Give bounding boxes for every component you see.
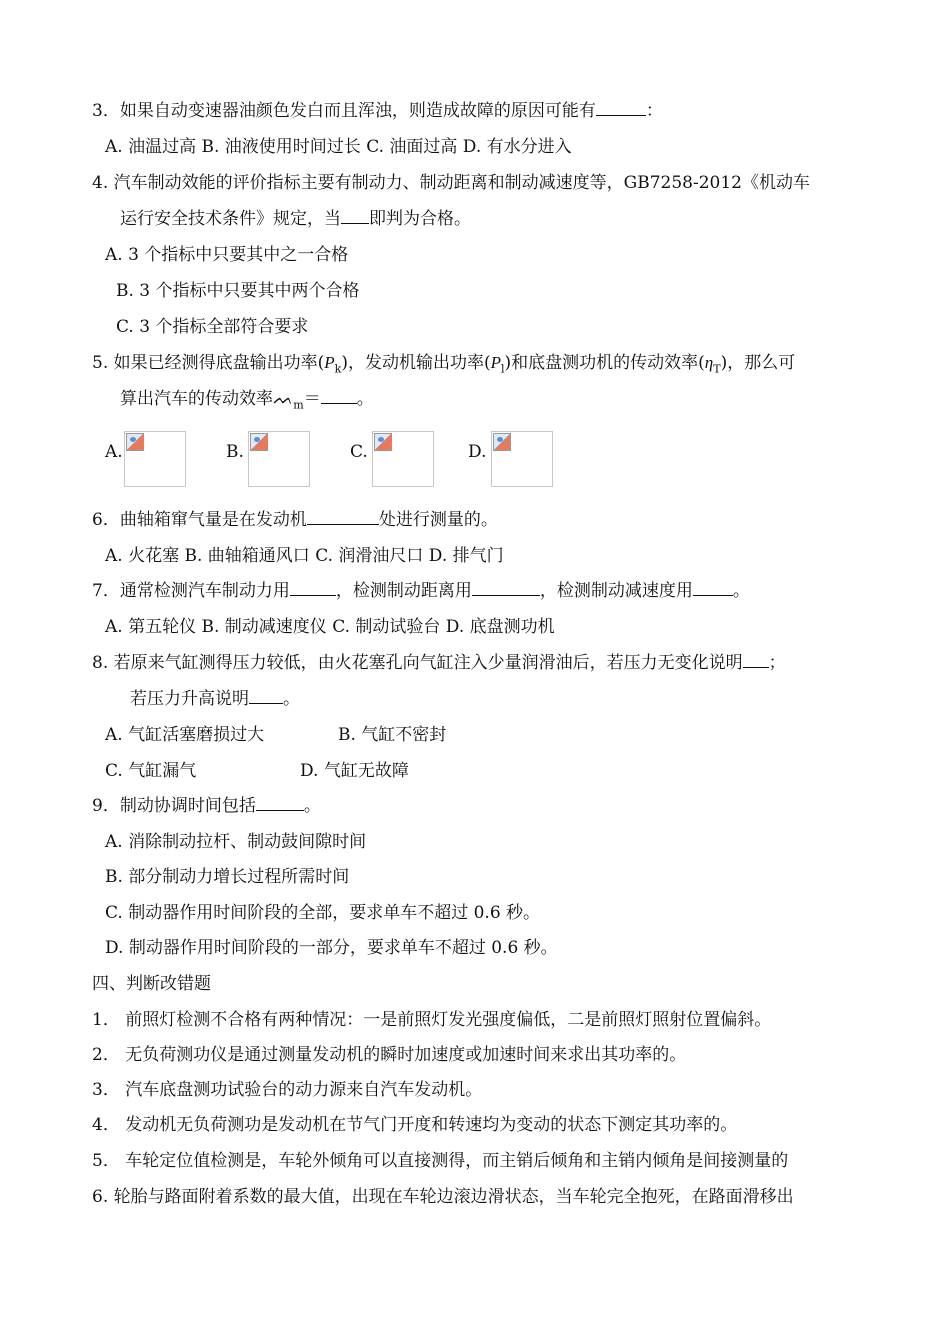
broken-image-icon [250, 433, 268, 451]
q3-options: A. 油温过高 B. 油液使用时间过长 C. 油面过高 D. 有水分进入 [105, 137, 572, 157]
judgment-item: 6. 轮胎与路面附着系数的最大值，出现在车轮边滚边滑状态，当车轮完全抱死，在路面滑移出 [92, 1187, 794, 1207]
q9-option-d: D. 制动器作用时间阶段的一部分，要求单车不超过 0.6 秒。 [105, 938, 558, 958]
q9-stem: 9．制动协调时间包括 。 [92, 796, 321, 816]
answer-blank [321, 388, 357, 404]
q6-options: A. 火花塞 B. 曲轴箱通风口 C. 润滑油尺口 D. 排气门 [105, 546, 504, 566]
q5-option-b-label: B. [226, 442, 244, 462]
q6-stem: 6．曲轴箱窜气量是在发动机 处进行测量的。 [92, 510, 498, 530]
q3-stem: 3．如果自动变速器油颜色发白而且浑浊，则造成故障的原因可能有 ： [92, 101, 663, 121]
judgment-item: 4． 发动机无负荷测功是发动机在节气门开度和转速均为变动的状态下测定其功率的。 [92, 1115, 738, 1135]
q9-option-b: B. 部分制动力增长过程所需时间 [105, 867, 350, 887]
answer-blank [472, 580, 540, 596]
q5-option-d-label: D. [468, 442, 487, 462]
q5-option-d-image [491, 431, 553, 487]
q5-option-c-label: C. [350, 442, 368, 462]
q5-option-a-image [124, 431, 186, 487]
answer-blank [256, 795, 304, 811]
judgment-item: 2． 无负荷测功仪是通过测量发动机的瞬时加速度或加速时间来求出其功率的。 [92, 1045, 687, 1065]
judgment-item: 1． 前照灯检测不合格有两种情况：一是前照灯发光强度偏低，二是前照灯照射位置偏斜。 [92, 1010, 772, 1030]
broken-image-icon [126, 433, 144, 451]
section-heading: 四、判断改错题 [92, 974, 211, 994]
answer-blank [693, 580, 733, 596]
q5-option-a-label: A. [105, 442, 123, 462]
q8-stem-line1: 8. 若原来气缸测得压力较低，由火花塞孔向气缸注入少量润滑油后，若压力无变化说明 ； [92, 653, 786, 673]
answer-blank [307, 509, 379, 525]
answer-blank [290, 580, 336, 596]
answer-blank [596, 100, 646, 116]
q5-option-c-image [372, 431, 434, 487]
q8-stem-line2: 若压力升高说明 。 [130, 689, 300, 709]
q5-stem-line1: 5. 如果已经测得底盘输出功率$(P_k)$，发动机输出功率$(P_l)$和底盘测功机的传动效率$(\eta_T)$，那么可 [92, 353, 796, 376]
q7-stem: 7．通常检测汽车制动力用 ，检测制动距离用 ，检测制动减速度用 。 [92, 581, 750, 601]
q4-option-a: A. 3 个指标中只要其中之一合格 [105, 245, 349, 265]
judgment-item: 5． 车轮定位值检测是，车轮外倾角可以直接测得，而主销后倾角和主销内倾角是间接测量的 [92, 1151, 789, 1171]
q8-option-b: B. 气缸不密封 [338, 725, 447, 745]
q8-option-a: A. 气缸活塞磨损过大 [105, 725, 265, 745]
q9-option-a: A. 消除制动拉杆、制动鼓间隙时间 [105, 832, 367, 852]
answer-blank [743, 652, 769, 668]
q5-option-b-image [248, 431, 310, 487]
broken-image-icon [374, 433, 392, 451]
q4-stem-line2: 运行安全技术条件》规定，当 即判为合格。 [120, 209, 471, 229]
answer-blank [341, 208, 369, 224]
q9-option-c: C. 制动器作用时间阶段的全部，要求单车不超过 0.6 秒。 [105, 903, 541, 923]
q7-options: A. 第五轮仪 B. 制动减速度仪 C. 制动试验台 D. 底盘测功机 [105, 617, 555, 637]
answer-blank [249, 688, 283, 704]
q4-stem-line1: 4. 汽车制动效能的评价指标主要有制动力、制动距离和制动减速度等，GB7258-2012《机动车 [92, 173, 810, 193]
q8-option-c: C. 气缸漏气 [105, 761, 197, 781]
judgment-item: 3． 汽车底盘测功试验台的动力源来自汽车发动机。 [92, 1080, 483, 1100]
q4-option-b: B. 3 个指标中只要其中两个合格 [116, 281, 360, 301]
q4-option-c: C. 3 个指标全部符合要求 [116, 317, 309, 337]
q5-stem-line2: 算出汽车的传动效率ᨓ$_m$＝ 。 [120, 389, 374, 412]
broken-image-icon [493, 433, 511, 451]
q8-option-d: D. 气缸无故障 [300, 761, 409, 781]
